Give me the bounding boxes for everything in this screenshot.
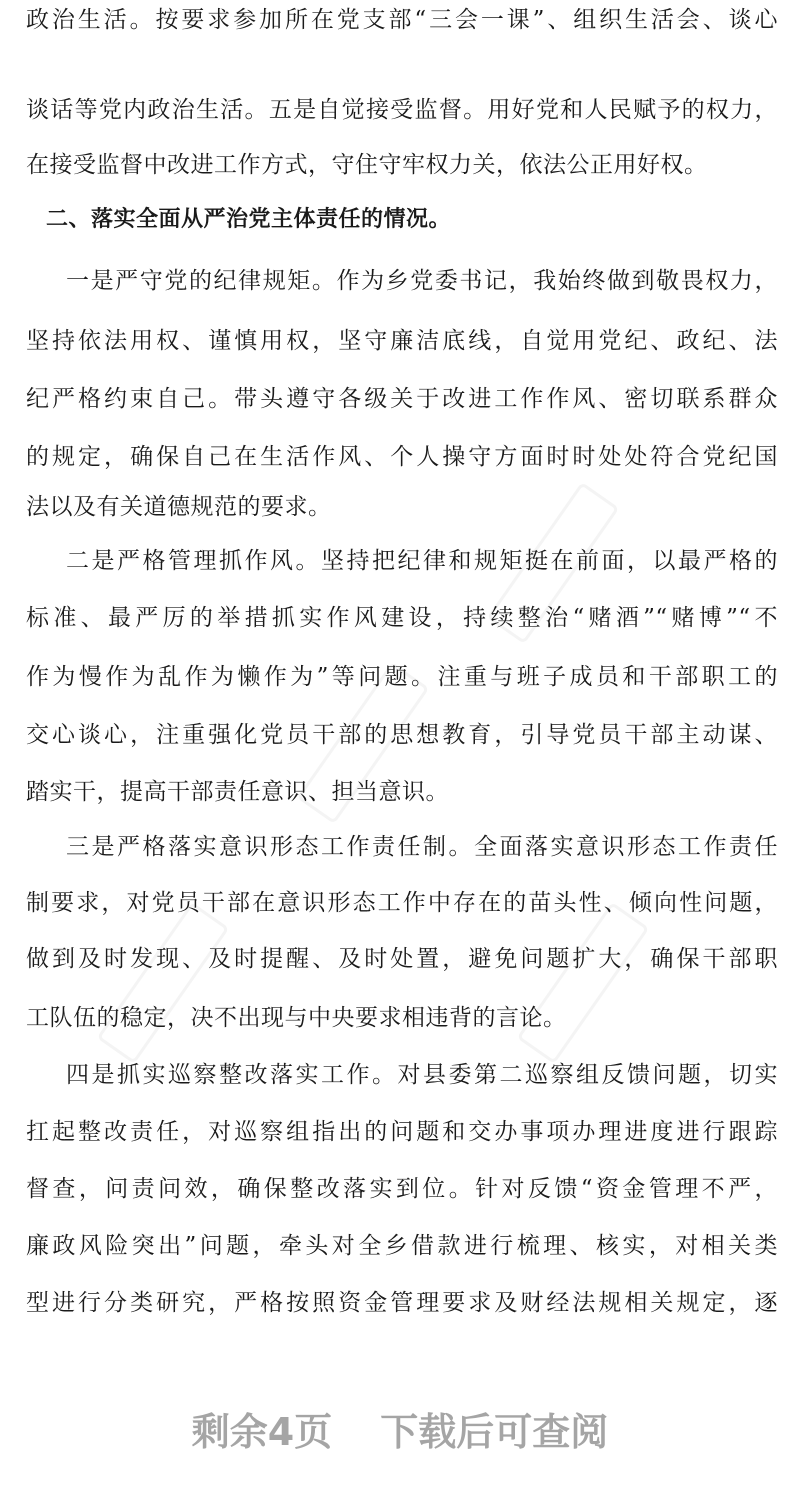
paragraph-line: 标准、最严厉的举措抓实作风建设，持续整治“赌酒”“赌博”“不	[26, 605, 778, 631]
paragraph-line: 交心谈心，注重强化党员干部的思想教育，引导党员干部主动谋、	[26, 722, 778, 748]
paragraph-line: 法以及有关道德规范的要求。	[26, 494, 332, 520]
paragraph-line: 制要求，对党员干部在意识形态工作中存在的苗头性、倾向性问题，	[26, 890, 778, 916]
paragraph-line: 三是严格落实意识形态工作责任制。全面落实意识形态工作责任	[66, 834, 778, 860]
watermark-mark	[517, 902, 650, 1064]
download-prompt[interactable]	[0, 1408, 800, 1456]
section-heading: 二、落实全面从严治党主体责任的情况。	[46, 207, 452, 232]
remaining-pages-label: 剩余4页	[191, 1410, 333, 1454]
paragraph-line: 型进行分类研究，严格按照资金管理要求及财经法规相关规定，逐	[26, 1290, 778, 1316]
paragraph-line: 踏实干，提高干部责任意识、担当意识。	[26, 779, 449, 805]
paragraph-line: 纪严格约束自己。带头遵守各级关于改进工作作风、密切联系群众	[26, 386, 778, 412]
paragraph-line: 督查，问责问效，确保整改落实到位。针对反馈“资金管理不严，	[26, 1176, 778, 1202]
paragraph-line: 一是严守党的纪律规矩。作为乡党委书记，我始终做到敬畏权力，	[66, 268, 778, 294]
watermark-mark	[97, 902, 230, 1064]
paragraph-line: 廉政风险突出”问题，牵头对全乡借款进行梳理、核实，对相关类	[26, 1233, 778, 1259]
paragraph-line: 的规定，确保自己在生活作风、个人操守方面时时处处符合党纪国	[26, 444, 778, 470]
paragraph-line: 谈话等党内政治生活。五是自觉接受监督。用好党和人民赋予的权力，	[26, 97, 778, 123]
paragraph-line: 扛起整改责任，对巡察组指出的问题和交办事项办理进度进行跟踪	[26, 1119, 778, 1145]
paragraph-line: 坚持依法用权、谨慎用权，坚守廉洁底线，自觉用党纪、政纪、法	[26, 328, 778, 354]
paragraph-line: 做到及时发现、及时提醒、及时处置，避免问题扩大，确保干部职	[26, 946, 778, 972]
paragraph-line: 二是严格管理抓作风。坚持把纪律和规矩挺在前面，以最严格的	[66, 548, 778, 574]
paragraph-line: 作为慢作为乱作为懒作为”等问题。注重与班子成员和干部职工的	[26, 664, 778, 690]
paragraph-line: 政治生活。按要求参加所在党支部“三会一课”、组织生活会、谈心	[26, 7, 778, 33]
paragraph-line: 四是抓实巡察整改落实工作。对县委第二巡察组反馈问题，切实	[66, 1062, 778, 1088]
download-to-view-label: 下载后可查阅	[380, 1410, 609, 1454]
paragraph-line: 在接受监督中改进工作方式，守住守牢权力关，依法公正用好权。	[26, 152, 708, 178]
paragraph-line: 工队伍的稳定，决不出现与中央要求相违背的言论。	[26, 1005, 567, 1031]
